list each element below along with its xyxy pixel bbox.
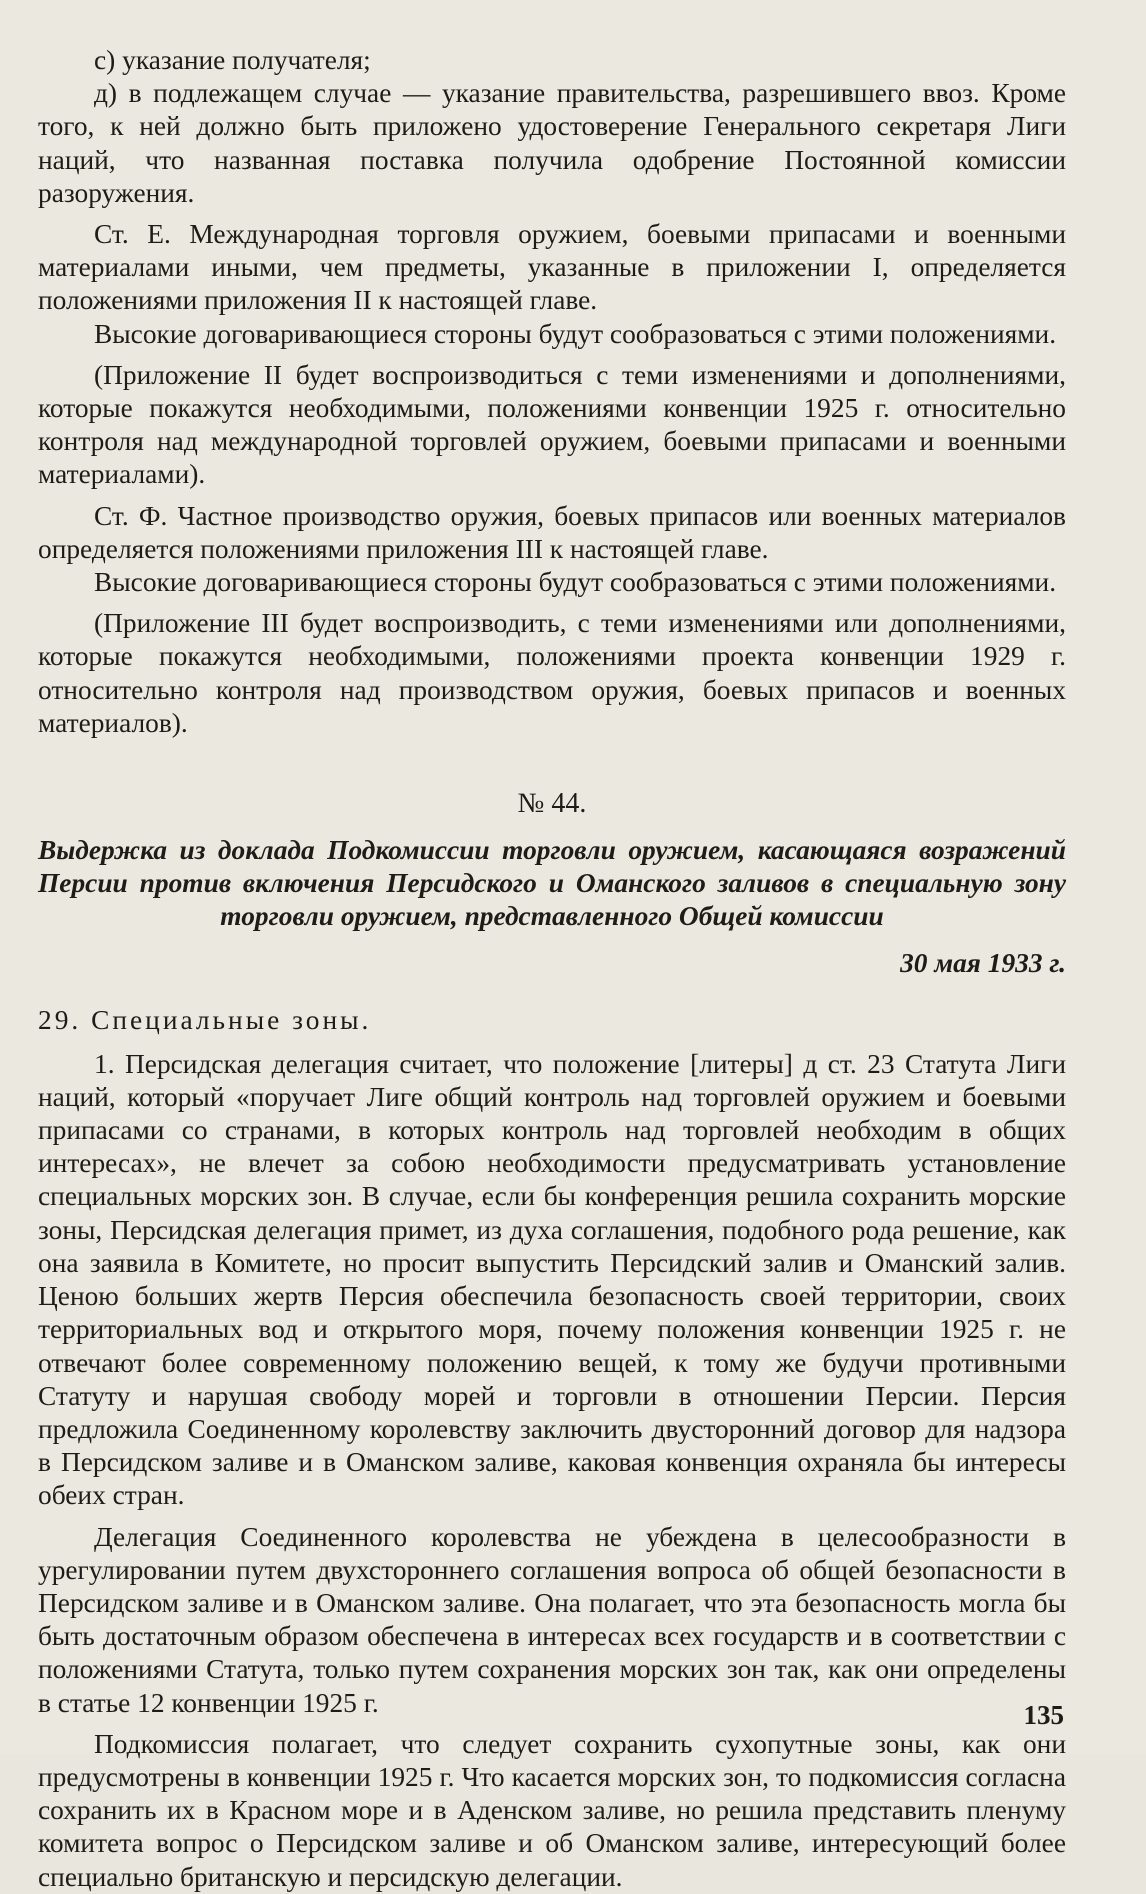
section-heading: 29. Специальные зоны. <box>38 1004 372 1035</box>
section-paragraph-1: 1. Персидская делегация считает, что положение [литеры] д ст. 23 Статута Лиги наций, который «поручает Лиге общий контроль над торговлей оружием и боевыми припасами со странами, в которых контроль над торговлей необходим в общих интересах», не влечет за собою необходимости предусматривать установление специальных морских зон. В случае, если бы конференция решила сохранить морские зоны, Персидская делегация примет, из духа соглашения, подобного рода решение, как она заявила в Комитете, но просит выпустить Персидский залив и Оманский залив. Ценою больших жертв Персия обеспечила безопасность своей территории, своих территориальных вод и открытого моря, почему положения конвенции 1925 г. не отвечают более современному положению вещей, к тому же будучи противными Статуту и нарушая свободу морей и торговли в отношении Персии. Персия предложила Соединенному королевству заключить двусторонний договор для надзора в Персидском заливе и в Оманском заливе, каковая конвенция охраняла бы интересы обеих стран. <box>38 1048 1066 1511</box>
annex-ii-note: (Приложение II будет воспроизводиться с теми изменениями и дополнениями, которые покажутся необходимыми, положениями конвенции 1925 г. относительно контроля над международной торговлей оружием, боевыми припасами и военными материалами). <box>38 359 1066 490</box>
article-f-compliance: Высокие договаривающиеся стороны будут сообразоваться с этими положениями. <box>94 567 1057 598</box>
list-item-c: с) указание получателя; <box>94 45 371 75</box>
annex-iii-note: (Приложение III будет воспроизводить, с теми изменениями или дополнениями, которые покажутся необходимыми, положениями проекта конвенции 1929 г. относительно контроля над производством оружия, боевых припасов и военных материалов). <box>38 608 1066 738</box>
article-f: Ст. Ф. Частное производство оружия, боевых припасов или военных материалов определяется положениями приложения III к настоящей главе. <box>38 500 1066 564</box>
page-number: 135 <box>1023 1700 1064 1730</box>
document-number: № 44. <box>517 788 587 820</box>
article-e: Ст. Е. Международная торговля оружием, боевыми припасами и военными материалами иными, чем предметы, указанные в приложении I, определяется положениями приложения II к настоящей главе. <box>38 219 1066 316</box>
list-item-d: д) в подлежащем случае — указание правительства, разрешившего ввоз. Кроме того, к ней должно быть приложено удостоверение Генерального секретаря Лиги наций, что названная поставка получила одобрение Постоянной комиссии разоружения. <box>38 78 1066 208</box>
article-e-compliance: Высокие договаривающиеся стороны будут сообразоваться с этими положениями. <box>94 318 1057 349</box>
section-paragraph-2: Делегация Соединенного королевства не убеждена в целесообразности в урегулировании путем двухстороннего соглашения вопроса об общей безопасности в Персидском заливе и в Оманском заливе. Она полагает, что эта безопасность могла бы быть достаточным образом обеспечена в интересах всех государств и в соответствии с положениями Статута, только путем сохранения морских зон так, как они определены в статье 12 конвенции 1925 г. <box>38 1521 1066 1718</box>
document-date: 30 мая 1933 г. <box>900 947 1066 978</box>
section-paragraph-3: Подкомиссия полагает, что следует сохранить сухопутные зоны, как они предусмотрены в конвенции 1925 г. Что касается морских зон, то подкомиссия согласна сохранить их в Красном море и в Аденском заливе, но решила представить пленуму комитета вопрос о Персидском заливе и об Оманском заливе, интересующий более специально британскую и персидскую делегации. <box>38 1728 1066 1892</box>
document-title: Выдержка из доклада Подкомиссии торговли оружием, касающаяся возражений Персии против включения Персидского и Оманского заливов в специальную зону торговли оружием, представленного Общей комиссии <box>38 835 1066 932</box>
